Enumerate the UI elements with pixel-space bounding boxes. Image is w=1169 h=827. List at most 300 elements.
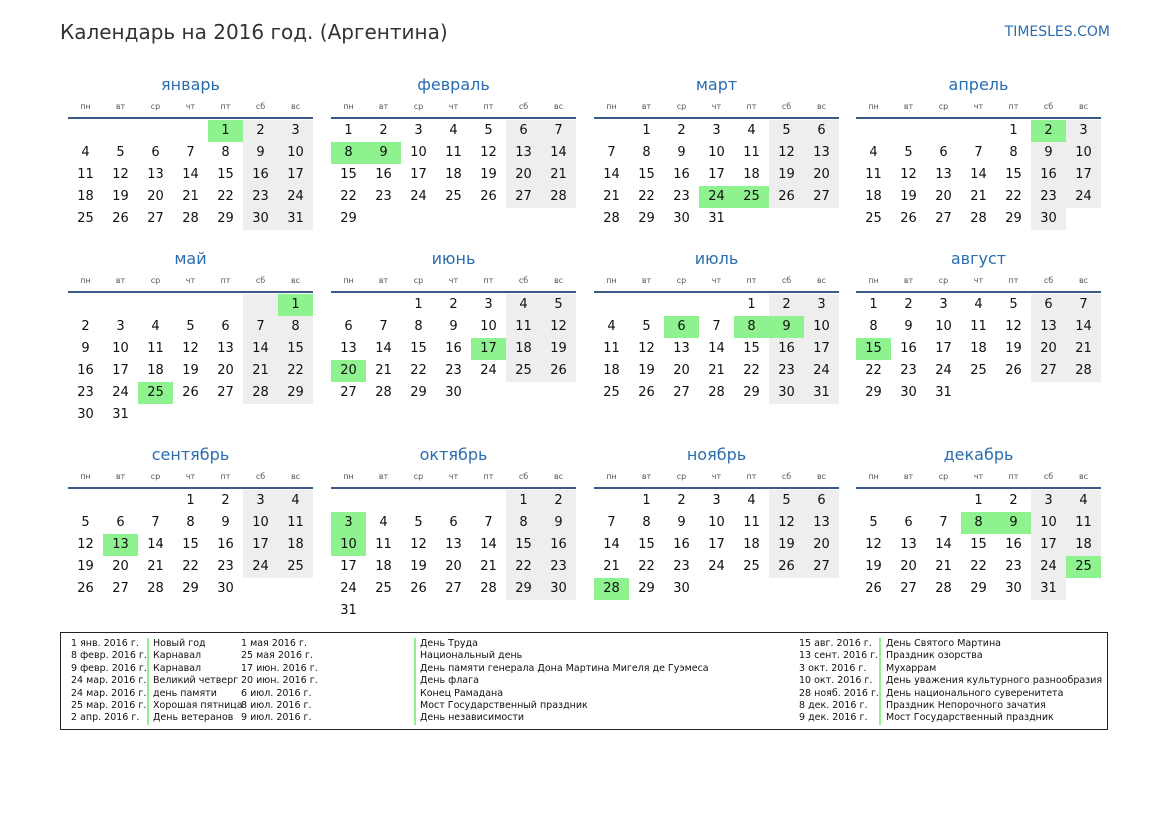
empty-cell — [208, 404, 243, 426]
weekend-day: 2 — [541, 490, 576, 512]
day: 12 — [1005, 319, 1022, 334]
weekend-day: 17 — [243, 534, 278, 556]
day: 3 — [484, 297, 493, 312]
weekend-day: 21 — [1066, 338, 1101, 360]
weekend-day: 18 — [506, 338, 541, 360]
day: 18 — [970, 341, 987, 356]
day: 7 — [939, 515, 948, 530]
empty-cell — [699, 294, 734, 316]
holiday-entry: 8 февр. 2016 г. — [71, 650, 147, 662]
day: 10 — [410, 145, 427, 160]
holiday-day: 15 — [856, 338, 891, 360]
day: 26 — [77, 581, 94, 596]
day: 7 — [151, 515, 160, 530]
weekday-label: сб — [518, 472, 529, 481]
weekday-label: вс — [553, 472, 564, 481]
weekday-label: пн — [606, 102, 617, 111]
weekday-label: чт — [973, 276, 984, 285]
day: 12 — [112, 167, 129, 182]
weekend-day: 4 — [506, 294, 541, 316]
header-rule — [331, 117, 576, 119]
weekday-label: вс — [816, 472, 827, 481]
weekday-label: вс — [1078, 276, 1089, 285]
day: 12 — [77, 537, 94, 552]
day: 3 — [116, 319, 125, 334]
empty-cell — [594, 120, 629, 142]
day: 12 — [865, 537, 882, 552]
weekend-day: 9 — [541, 512, 576, 534]
day: 14 — [375, 341, 392, 356]
day: 4 — [869, 145, 878, 160]
day: 18 — [445, 167, 462, 182]
month-name: май — [174, 249, 207, 268]
month-name: март — [695, 75, 738, 94]
weekend-day: 27 — [1031, 360, 1066, 382]
weekend-day: 17 — [1066, 164, 1101, 186]
weekend-day: 7 — [243, 316, 278, 338]
weekend-day: 22 — [278, 360, 313, 382]
day: 28 — [182, 211, 199, 226]
weekend-day: 30 — [769, 382, 804, 404]
holiday-entry: 8 июл. 2016 г. — [241, 699, 312, 711]
holiday-entry: 1 янв. 2016 г. — [71, 638, 139, 649]
weekday-label: пт — [483, 276, 494, 285]
weekend-day: 3 — [243, 490, 278, 512]
empty-cell — [961, 382, 996, 404]
weekday-label: чт — [711, 102, 722, 111]
holiday-day: 3 — [331, 512, 366, 534]
month-name: апрель — [948, 75, 1009, 94]
day: 15 — [1005, 167, 1022, 182]
day: 5 — [186, 319, 195, 334]
weekday-label: чт — [185, 102, 196, 111]
weekend-day: 12 — [769, 142, 804, 164]
empty-cell — [471, 600, 506, 622]
day: 2 — [677, 493, 686, 508]
header-rule — [331, 487, 576, 489]
day: 28 — [935, 581, 952, 596]
weekday-label: пн — [343, 472, 354, 481]
day: 12 — [410, 537, 427, 552]
month-name: август — [950, 249, 1007, 268]
day: 11 — [970, 319, 987, 334]
weekend-day: 3 — [1066, 120, 1101, 142]
weekend-day: 10 — [243, 512, 278, 534]
header-rule — [856, 117, 1101, 119]
weekend-day: 10 — [804, 316, 839, 338]
day: 9 — [81, 341, 90, 356]
weekday-label: чт — [711, 472, 722, 481]
month-block — [68, 444, 313, 600]
day: 6 — [344, 319, 353, 334]
day: 4 — [747, 493, 756, 508]
empty-cell — [68, 120, 103, 142]
day: 10 — [935, 319, 952, 334]
holiday-divider — [147, 638, 149, 725]
day: 30 — [77, 407, 94, 422]
holiday-day: 9 — [996, 512, 1031, 534]
day: 5 — [484, 123, 493, 138]
day: 21 — [480, 559, 497, 574]
weekday-label: ср — [150, 102, 161, 111]
empty-cell — [769, 578, 804, 600]
holiday-day: 20 — [331, 360, 366, 382]
month-block — [594, 74, 839, 230]
holiday-day: 24 — [699, 186, 734, 208]
empty-cell — [366, 490, 401, 512]
weekend-day: 9 — [1031, 142, 1066, 164]
empty-cell — [331, 490, 366, 512]
weekday-label: пт — [483, 102, 494, 111]
month-name: февраль — [417, 75, 490, 94]
weekday-label: ср — [938, 276, 949, 285]
empty-cell — [594, 294, 629, 316]
weekend-day: 26 — [541, 360, 576, 382]
day: 24 — [708, 559, 725, 574]
empty-cell — [68, 490, 103, 512]
header-rule — [594, 291, 839, 293]
weekday-label: вт — [378, 102, 389, 111]
day: 28 — [970, 211, 987, 226]
weekend-day: 24 — [278, 186, 313, 208]
day: 29 — [1005, 211, 1022, 226]
holiday-entry: 10 окт. 2016 г. — [799, 675, 873, 687]
empty-cell — [471, 490, 506, 512]
empty-cell — [1066, 208, 1101, 230]
empty-cell — [138, 120, 173, 142]
day: 30 — [217, 581, 234, 596]
day: 10 — [480, 319, 497, 334]
empty-cell — [961, 120, 996, 142]
weekday-label: чт — [448, 102, 459, 111]
header-rule — [594, 117, 839, 119]
day: 11 — [147, 341, 164, 356]
weekday-label: вс — [553, 102, 564, 111]
weekday-label: пт — [483, 472, 494, 481]
weekday-label: ср — [413, 276, 424, 285]
weekend-day: 9 — [243, 142, 278, 164]
weekend-day: 16 — [769, 338, 804, 360]
day: 15 — [410, 341, 427, 356]
weekday-header — [856, 98, 1101, 116]
holiday-divider — [414, 638, 416, 725]
weekend-day: 19 — [769, 534, 804, 556]
holiday-entry: 6 июл. 2016 г. — [241, 687, 312, 699]
empty-cell — [401, 490, 436, 512]
day: 21 — [182, 189, 199, 204]
weekday-label: сб — [518, 102, 529, 111]
day: 23 — [673, 189, 690, 204]
empty-cell — [278, 404, 313, 426]
weekday-label: ср — [676, 102, 687, 111]
day: 11 — [743, 145, 760, 160]
empty-cell — [891, 120, 926, 142]
day: 30 — [673, 581, 690, 596]
weekend-day: 8 — [506, 512, 541, 534]
holiday-day: 17 — [471, 338, 506, 360]
day: 29 — [217, 211, 234, 226]
weekday-header — [594, 98, 839, 116]
day: 7 — [607, 145, 616, 160]
weekday-label: ср — [150, 276, 161, 285]
day: 21 — [970, 189, 987, 204]
weekend-day: 20 — [804, 164, 839, 186]
day: 31 — [708, 211, 725, 226]
holiday-entry: 25 мар. 2016 г. — [71, 699, 147, 711]
day: 22 — [865, 363, 882, 378]
holiday-dates-col-2 — [241, 638, 318, 725]
empty-cell — [366, 294, 401, 316]
day: 15 — [970, 537, 987, 552]
weekend-day: 29 — [506, 578, 541, 600]
day: 24 — [935, 363, 952, 378]
weekend-day: 27 — [506, 186, 541, 208]
day: 9 — [221, 515, 230, 530]
day: 31 — [112, 407, 129, 422]
holiday-day: 25 — [1066, 556, 1101, 578]
weekday-label: сб — [255, 102, 266, 111]
holiday-day: 8 — [961, 512, 996, 534]
weekend-day: 25 — [278, 556, 313, 578]
weekend-day: 26 — [769, 556, 804, 578]
day: 4 — [974, 297, 983, 312]
weekday-label: чт — [973, 102, 984, 111]
empty-cell — [401, 600, 436, 622]
day: 11 — [77, 167, 94, 182]
holiday-day: 6 — [664, 316, 699, 338]
weekend-day: 15 — [278, 338, 313, 360]
day: 7 — [186, 145, 195, 160]
month-block — [331, 74, 576, 230]
empty-cell — [138, 404, 173, 426]
day: 26 — [865, 581, 882, 596]
empty-cell — [804, 208, 839, 230]
weekday-label: вс — [1078, 472, 1089, 481]
day: 8 — [642, 515, 651, 530]
day: 14 — [970, 167, 987, 182]
weekend-day: 24 — [1031, 556, 1066, 578]
day: 17 — [935, 341, 952, 356]
day: 14 — [603, 537, 620, 552]
empty-cell — [471, 382, 506, 404]
day: 13 — [340, 341, 357, 356]
weekday-header — [856, 272, 1101, 290]
weekday-label: вт — [903, 276, 914, 285]
month-name: сентябрь — [151, 445, 230, 464]
weekday-label: вт — [378, 276, 389, 285]
weekday-label: вс — [290, 102, 301, 111]
month-name: октябрь — [419, 445, 488, 464]
weekend-day: 4 — [278, 490, 313, 512]
day: 29 — [340, 211, 357, 226]
day: 5 — [1009, 297, 1018, 312]
day: 17 — [112, 363, 129, 378]
empty-cell — [68, 294, 103, 316]
empty-cell — [243, 578, 278, 600]
weekday-header — [594, 468, 839, 486]
day: 28 — [147, 581, 164, 596]
holiday-day: 1 — [208, 120, 243, 142]
empty-cell — [278, 578, 313, 600]
holiday-entry: Мост Государственный праздник — [886, 712, 1054, 724]
weekday-label: сб — [1043, 276, 1054, 285]
holiday-entry: 24 мар. 2016 г. — [71, 675, 147, 687]
empty-cell — [436, 600, 471, 622]
weekend-day: 2 — [243, 120, 278, 142]
weekend-day: 13 — [506, 142, 541, 164]
day: 23 — [900, 363, 917, 378]
weekday-label: вс — [816, 276, 827, 285]
weekend-day: 27 — [804, 556, 839, 578]
day: 15 — [638, 537, 655, 552]
empty-cell — [138, 490, 173, 512]
month-name: ноябрь — [686, 445, 747, 464]
day: 1 — [414, 297, 423, 312]
weekday-label: пт — [220, 102, 231, 111]
day: 29 — [182, 581, 199, 596]
weekend-day: 10 — [1066, 142, 1101, 164]
holiday-entry: Великий четверг — [153, 675, 239, 687]
month-name: июнь — [431, 249, 476, 268]
weekend-day: 16 — [541, 534, 576, 556]
month-block — [856, 74, 1101, 230]
weekday-label: сб — [781, 472, 792, 481]
weekday-label: вт — [903, 472, 914, 481]
holiday-day: 25 — [138, 382, 173, 404]
weekend-day: 28 — [243, 382, 278, 404]
day: 15 — [743, 341, 760, 356]
day: 8 — [869, 319, 878, 334]
weekend-day: 24 — [804, 360, 839, 382]
day: 5 — [869, 515, 878, 530]
header-rule — [856, 291, 1101, 293]
day: 18 — [743, 167, 760, 182]
weekend-day: 24 — [243, 556, 278, 578]
weekend-day: 23 — [541, 556, 576, 578]
day: 23 — [217, 559, 234, 574]
day: 11 — [865, 167, 882, 182]
day: 4 — [747, 123, 756, 138]
holiday-entry: 15 авг. 2016 г. — [799, 638, 872, 649]
day: 21 — [708, 363, 725, 378]
day: 4 — [151, 319, 160, 334]
day: 6 — [904, 515, 913, 530]
weekend-day: 13 — [1031, 316, 1066, 338]
day: 19 — [182, 363, 199, 378]
day: 17 — [410, 167, 427, 182]
day: 1 — [869, 297, 878, 312]
day: 30 — [445, 385, 462, 400]
month-block — [856, 248, 1101, 404]
day-grid — [331, 120, 576, 230]
day: 22 — [1005, 189, 1022, 204]
day: 18 — [147, 363, 164, 378]
weekend-day: 30 — [541, 578, 576, 600]
weekday-label: ср — [150, 472, 161, 481]
weekday-label: ср — [938, 472, 949, 481]
day: 15 — [217, 167, 234, 182]
weekday-label: пн — [343, 102, 354, 111]
day: 20 — [217, 363, 234, 378]
weekday-label: сб — [781, 102, 792, 111]
weekend-day: 30 — [1031, 208, 1066, 230]
holiday-divider — [879, 638, 881, 725]
day: 16 — [445, 341, 462, 356]
day-grid — [856, 120, 1101, 230]
weekday-label: пн — [868, 472, 879, 481]
month-block — [594, 248, 839, 404]
day: 13 — [217, 341, 234, 356]
day: 5 — [904, 145, 913, 160]
day: 15 — [638, 167, 655, 182]
day-grid — [856, 294, 1101, 404]
weekend-day: 7 — [541, 120, 576, 142]
day: 30 — [900, 385, 917, 400]
holiday-entry: День уважения культурного разнообразия — [886, 675, 1103, 687]
weekend-day: 16 — [243, 164, 278, 186]
weekday-label: вт — [903, 102, 914, 111]
day: 3 — [712, 493, 721, 508]
weekday-label: вс — [290, 472, 301, 481]
day: 25 — [375, 581, 392, 596]
day: 29 — [743, 385, 760, 400]
day: 5 — [116, 145, 125, 160]
weekend-day: 19 — [541, 338, 576, 360]
holiday-entry: День Труда — [420, 638, 478, 649]
day-grid — [594, 294, 839, 404]
day: 26 — [638, 385, 655, 400]
weekend-day: 29 — [278, 382, 313, 404]
day: 2 — [379, 123, 388, 138]
day: 23 — [673, 559, 690, 574]
empty-cell — [208, 294, 243, 316]
day: 2 — [904, 297, 913, 312]
empty-cell — [436, 208, 471, 230]
empty-cell — [103, 490, 138, 512]
day: 15 — [340, 167, 357, 182]
empty-cell — [891, 490, 926, 512]
holiday-entry: Национальный день — [420, 650, 523, 662]
day: 10 — [112, 341, 129, 356]
weekday-label: ср — [676, 276, 687, 285]
site-link[interactable]: TIMESLES.COM — [1004, 24, 1110, 40]
day: 7 — [379, 319, 388, 334]
day: 14 — [708, 341, 725, 356]
header-rule — [68, 291, 313, 293]
weekend-day: 17 — [278, 164, 313, 186]
empty-cell — [856, 490, 891, 512]
day-grid — [594, 120, 839, 230]
day: 21 — [603, 189, 620, 204]
holiday-entry: День Святого Мартина — [886, 638, 1002, 649]
day: 19 — [638, 363, 655, 378]
holiday-entry: 20 июн. 2016 г. — [241, 675, 318, 687]
day: 20 — [673, 363, 690, 378]
empty-cell — [173, 294, 208, 316]
day-grid — [68, 294, 313, 426]
weekend-day: 10 — [278, 142, 313, 164]
weekend-day: 3 — [278, 120, 313, 142]
day: 29 — [970, 581, 987, 596]
weekday-label: пт — [1008, 102, 1019, 111]
holiday-entry: Праздник Непорочного зачатия — [886, 699, 1046, 711]
day: 25 — [77, 211, 94, 226]
day: 6 — [449, 515, 458, 530]
day: 2 — [81, 319, 90, 334]
day: 28 — [708, 385, 725, 400]
day: 11 — [375, 537, 392, 552]
day: 22 — [340, 189, 357, 204]
